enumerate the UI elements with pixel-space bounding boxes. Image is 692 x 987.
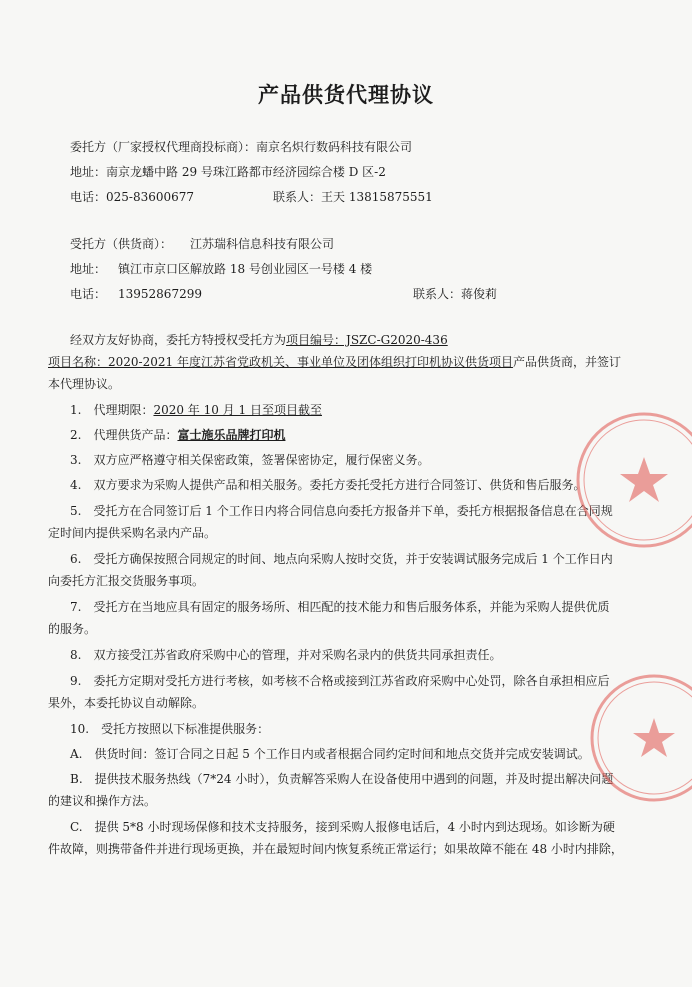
clause-10: 10. 受托方按照以下标准提供服务：	[70, 722, 270, 736]
clause-6-line-2: 向委托方汇报交货服务事项。	[48, 574, 205, 588]
principal-contact: 联系人：王天 13815875551	[273, 190, 433, 204]
clause-9-line-2: 果外，本委托协议自动解除。	[48, 696, 205, 710]
seal-2-star-icon	[633, 718, 675, 757]
clause-6-line-1: 6. 受托方确保按照合同规定的时间、地点向采购人按时交货，并于安装调试服务完成后 1 个工作日内	[70, 552, 613, 566]
intro-text-b: 产品供货商，并签订	[512, 355, 621, 369]
intro-text-a: 经双方友好协商，委托方特授权受托方为	[70, 333, 287, 347]
clause-c-line-1: C. 提供 5*8 小时现场保修和技术支持服务，接到采购人报修电话后，4 小时内到达现场。如诊断为硬	[70, 820, 615, 834]
intro-line-3: 本代理协议。	[48, 377, 121, 391]
clause-4: 4. 双方要求为采购人提供产品和相关服务。委托方委托受托方进行合同签订、供货和售后服务。	[70, 478, 586, 492]
clause-9-line-1: 9. 委托方定期对受托方进行考核，如考核不合格或接到江苏省政府采购中心处罚，除各自承担相应后	[70, 674, 610, 688]
project-number: 项目编号：JSZC-G2020-436	[286, 333, 448, 347]
agent-label: 受托方（供货商）：	[70, 237, 173, 251]
clause-c-line-2: 件故障，则携带备件并进行现场更换，并在最短时间内恢复系统正常运行；如果故障不能在 48 小时内排除，	[48, 842, 623, 856]
principal-address: 地址：南京龙蟠中路 29 号珠江路都市经济园综合楼 D 区-2	[70, 165, 386, 179]
agent-address: 镇江市京口区解放路 18 号创业园区一号楼 4 楼	[118, 262, 373, 276]
clause-a: A. 供货时间：签订合同之日起 5 个工作日内或者根据合同约定时间和地点交货并完成安装调试。	[70, 747, 590, 761]
clause-2-label: 2. 代理供货产品：	[70, 428, 178, 442]
clause-5-line-1: 5. 受托方在合同签订后 1 个工作日内将合同信息向委托方报备并下单，委托方根据报备信息在合同规	[70, 504, 613, 518]
clause-3: 3. 双方应严格遵守相关保密政策，签署保密协定，履行保密义务。	[70, 453, 430, 467]
project-name: 项目名称：2020-2021 年度江苏省党政机关、事业单位及团体组织打印机协议供货项目	[48, 355, 513, 369]
clause-1	[70, 402, 322, 418]
clause-7-line-2: 的服务。	[48, 622, 97, 636]
clause-1-label: 1. 代理期限：	[70, 403, 154, 417]
company-seal-2-icon	[576, 668, 692, 808]
clause-1-value: 2020 年 10 月 1 日至项目截至	[153, 403, 322, 417]
principal-phone: 电话：025-83600677	[70, 190, 195, 204]
agent-contact: 联系人：蒋俊莉	[413, 287, 498, 301]
company-seal-icon	[556, 405, 692, 555]
seal-star-icon	[620, 457, 668, 502]
clause-2-value: 富士施乐品牌打印机	[177, 428, 286, 442]
agent-address-label: 地址：	[70, 262, 107, 276]
intro-line-1	[70, 332, 448, 348]
agent-phone-label: 电话：	[70, 287, 107, 301]
intro-line-2	[48, 354, 621, 370]
document-title: 产品供货代理协议	[258, 83, 434, 107]
clause-5-line-2: 定时间内提供采购名录内产品。	[48, 526, 217, 540]
clause-7-line-1: 7. 受托方在当地应具有固定的服务场所、相匹配的技术能力和售后服务体系，并能为采购人提供优质	[70, 600, 610, 614]
clause-b-line-2: 的建议和操作方法。	[48, 794, 157, 808]
agent-phone: 13952867299	[118, 287, 202, 301]
clause-2	[70, 427, 285, 443]
principal-label: 委托方（厂家授权代理商投标商）：南京名炽行数码科技有限公司	[70, 140, 413, 154]
clause-b-line-1: B. 提供技术服务热线（7*24 小时），负责解答采购人在设备使用中遇到的问题，并及时提出解决问题	[70, 772, 614, 786]
clause-8: 8. 双方接受江苏省政府采购中心的管理，并对采购名录内的供货共同承担责任。	[70, 648, 502, 662]
agent-name: 江苏瑞科信息科技有限公司	[190, 237, 335, 251]
